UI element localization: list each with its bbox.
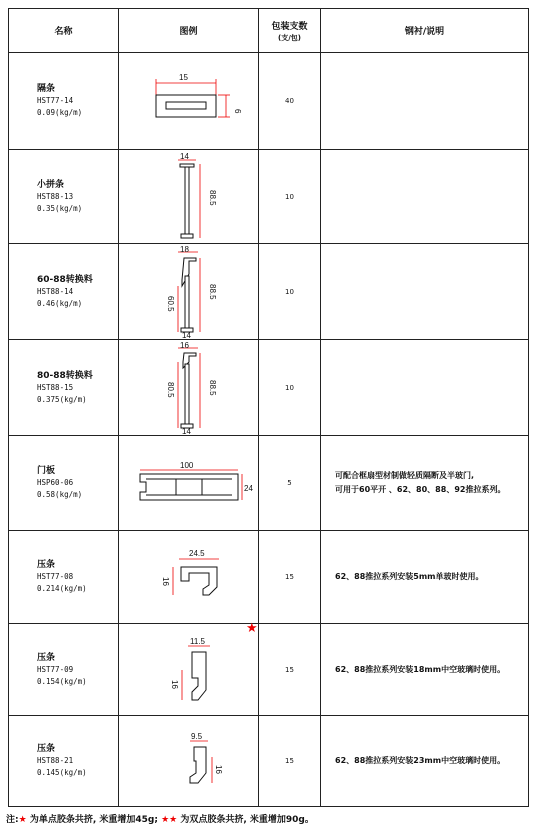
part-code: HST88-14: [37, 286, 74, 296]
table-row: [9, 53, 529, 150]
part-code: HST77-09: [37, 664, 74, 674]
qty-cell: 10: [259, 340, 321, 436]
desc-cell: 62、88推拉系列安装5mm单玻时使用。: [321, 531, 529, 624]
profile-outline: [181, 567, 217, 595]
qty-cell: 15: [259, 531, 321, 624]
profile-drawing: [134, 342, 244, 434]
part-name: 压条: [37, 652, 56, 663]
desc-cell: [321, 150, 529, 244]
part-name: 门板: [37, 466, 56, 476]
part-code: HSP60-06: [37, 478, 74, 487]
part-name: 小拼条: [37, 179, 65, 190]
table-row: [9, 716, 529, 807]
figure-cell: [119, 531, 259, 624]
dim-label: 15: [178, 73, 188, 82]
dim-label: 18: [179, 245, 189, 254]
header-pack: [259, 9, 321, 53]
name-cell: [9, 244, 119, 340]
dim-label: 88.5: [207, 189, 217, 206]
dim-label: 14: [181, 426, 191, 434]
name-cell: [9, 340, 119, 436]
dim-label: 80.5: [165, 381, 175, 398]
part-name: 压条: [37, 744, 56, 754]
dim-label: 16: [179, 341, 189, 350]
footer-text-1: 为单点胶条共挤, 米重增加45g;: [26, 815, 162, 825]
qty-cell: 15: [259, 716, 321, 807]
footer-note: [6, 812, 314, 825]
footer-prefix: 注:: [6, 815, 19, 825]
qty-cell: 40: [259, 53, 321, 150]
part-weight: 0.58(kg/m): [37, 490, 83, 499]
double-star-icon: ★★: [161, 815, 178, 825]
table-row: [9, 531, 529, 624]
desc-line: 可用于60平开 、62、80、88、92推拉系列。: [335, 485, 506, 494]
part-code: HST77-08: [37, 572, 74, 581]
name-cell: [9, 716, 119, 807]
single-strip-star-icon: ★: [246, 621, 258, 636]
figure-cell: [119, 340, 259, 436]
part-code: HST88-15: [37, 382, 74, 392]
dim-label: 14: [179, 151, 189, 161]
desc-cell: [321, 53, 529, 150]
header-row: [9, 9, 529, 53]
desc-cell: 62、88推拉系列安装18mm中空玻璃时使用。: [321, 624, 529, 716]
desc-line: 可配合框扇型材制做轻质隔断及半玻门,: [335, 471, 475, 480]
table-row: [9, 624, 529, 716]
dim-label: 9.5: [190, 732, 202, 741]
desc-cell: [321, 244, 529, 340]
name-cell: [9, 624, 119, 716]
profile-drawing: [124, 448, 254, 518]
profile-outline: [190, 747, 206, 783]
part-code: HST88-13: [37, 191, 74, 201]
figure-cell: [119, 436, 259, 531]
header-note: 钢衬/说明: [321, 9, 529, 53]
profile-outline: [185, 167, 189, 237]
part-weight: 0.214(kg/m): [37, 584, 87, 593]
part-weight: 0.154(kg/m): [37, 676, 87, 686]
profile-drawing: [134, 152, 244, 242]
profile-drawing: [134, 61, 244, 141]
header-pack-unit: (支/包): [278, 33, 301, 42]
dim-label: 16: [169, 679, 179, 689]
dim-label: 88.5: [207, 379, 217, 396]
table-row: [9, 436, 529, 531]
header-figure: 图例: [119, 9, 259, 53]
part-code: HST88-21: [37, 756, 74, 765]
figure-cell: [119, 621, 259, 716]
part-name: 80-88转换料: [37, 370, 93, 381]
dim-label: 100: [179, 461, 193, 470]
qty-cell: 5: [259, 436, 321, 531]
dim-label: 16: [213, 765, 223, 774]
part-weight: 0.375(kg/m): [37, 394, 87, 404]
part-name: 压条: [37, 560, 56, 570]
part-weight: 0.46(kg/m): [37, 298, 83, 308]
dim-label: 6: [232, 109, 242, 114]
dim-label: 24: [243, 484, 253, 493]
name-cell: [9, 150, 119, 244]
profile-outline: [181, 234, 193, 238]
profile-outline: [166, 102, 206, 109]
dim-label: 11.5: [189, 636, 205, 646]
part-weight: 0.145(kg/m): [37, 768, 87, 777]
desc-cell: 62、88推拉系列安装23mm中空玻璃时使用。: [321, 716, 529, 807]
figure-cell: [119, 53, 259, 150]
profile-outline: [140, 474, 238, 500]
single-star-icon: ★: [18, 815, 27, 825]
qty-cell: 10: [259, 150, 321, 244]
dim-label: 88.5: [207, 283, 217, 300]
table-row: [9, 150, 529, 244]
figure-cell: [119, 716, 259, 807]
part-code: HST77-14: [37, 96, 74, 105]
part-name: 60-88转换料: [37, 274, 93, 285]
name-cell: [9, 531, 119, 624]
desc-cell: [321, 340, 529, 436]
name-cell: [9, 53, 119, 150]
profile-drawing: [134, 721, 244, 801]
header-name: 名称: [9, 9, 119, 53]
name-cell: [9, 436, 119, 531]
profile-drawing: [134, 630, 244, 710]
table-row: [9, 244, 529, 340]
qty-cell: 15: [259, 624, 321, 716]
table-row: [9, 340, 529, 436]
header-pack-label: 包装支数: [271, 21, 308, 32]
dim-label: 14: [181, 330, 191, 338]
qty-cell: 10: [259, 244, 321, 340]
footer-text-2: 为双点胶条共挤, 米重增加90g。: [177, 815, 314, 825]
profile-outline: [192, 652, 206, 700]
figure-cell: [119, 150, 259, 244]
spec-table: [8, 8, 529, 807]
profile-drawing: [129, 537, 249, 617]
part-weight: 0.35(kg/m): [37, 203, 83, 213]
part-name: 隔条: [37, 84, 56, 94]
dim-label: 16: [160, 577, 170, 586]
desc-cell: [321, 436, 529, 531]
profile-outline: [185, 276, 189, 331]
part-weight: 0.09(kg/m): [37, 108, 83, 117]
dim-label: 60.5: [165, 295, 175, 312]
figure-cell: [119, 244, 259, 340]
profile-outline: [185, 364, 189, 427]
dim-label: 24.5: [188, 549, 205, 558]
profile-drawing: [134, 246, 244, 338]
